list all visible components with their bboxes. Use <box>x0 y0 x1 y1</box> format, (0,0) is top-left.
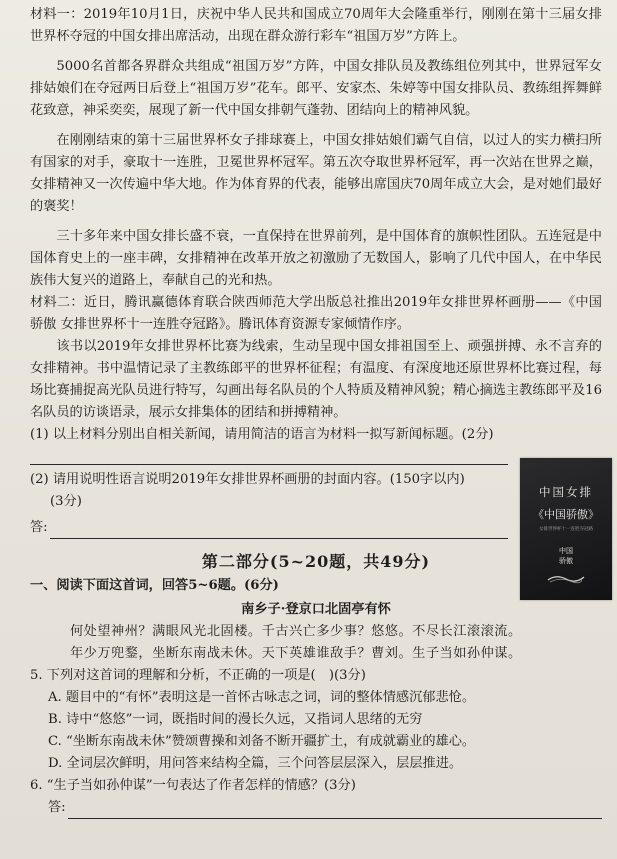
material2-para1: 材料二：近日，腾讯赢德体育联合陕西师范大学出版总社推出2019年女排世界杯画册——《中国骄傲 女排世界杯十一连胜夺冠路》。腾讯体育资源专家倾情作序。 <box>30 295 602 332</box>
cover-logo-text <box>520 546 612 566</box>
question-5-option-d[interactable]: D. 全词层次鲜明，用问答来结构全篇，三个问答层层深入，层层推进。 <box>48 756 463 771</box>
question-5-option-a[interactable]: A. 题目中的“有怀”表明这是一首怀古咏志之词，词的整体情感沉郁悲怆。 <box>48 690 476 705</box>
material1-para3: 在刚刚结束的第十三届世界杯女子排球赛上，中国女排姑娘们霸气自信，以过人的实力横扫所有国家的对手，豪取十一连胜，卫冕世界杯冠军。第五次夺取世界杯冠军，再一次站在世界之巅，女排精神又一次传遍中华大地。作为体育界的代表，能够出席国庆70周年成立大会，是对她们最好的褒奖！ <box>30 133 602 214</box>
answer-label: 答: <box>30 520 48 535</box>
material1-para1: 材料一：2019年10月1日，庆祝中华人民共和国成立70周年大会隆重举行，刚刚在第十三届女排世界杯夺冠的中国女排出席活动，出现在群众游行彩车“祖国万岁”方阵上。 <box>30 7 602 44</box>
material1-para2: 5000名首都各界群众共组成“祖国万岁”方阵，中国女排队员及教练组位列其中，世界冠军女排姑娘们在夺冠两日后登上“祖国万岁”花车。郎平、安家杰、朱婷等中国女排队员、教练组挥舞鲜花致意，神采奕奕，展现了新一代中国女排朝气蓬勃、团结向上的精神风貌。 <box>30 59 602 118</box>
album-cover-image <box>520 458 612 600</box>
poem-line-2: 年少万兜鍪，坐断东南战未休。天下英雄谁敌手？曹刘。生子当如孙仲谋。 <box>70 646 522 661</box>
cover-subtitle: 女排世界杯十一连胜夺冠路 <box>539 527 593 532</box>
cover-logo-line-1: 中国 <box>559 547 573 555</box>
material1-para4: 三十多年来中国女排长盛不衰，一直保持在世界前列，是中国体育的旗帜性团队。五连冠是中国体育史上的一座丰碑，女排精神在改革开放之初激励了无数国人，影响了几代中国人，在中华民族伟大复兴的道路上，奉献自己的光和热。 <box>30 229 602 288</box>
question-5: 5. 下列对这首词的理解和分析，不正确的一项是( )(3分) <box>30 668 366 683</box>
cover-logo-line-2: 骄傲 <box>559 557 573 565</box>
cover-emblem-icon <box>546 572 586 584</box>
part-two-title: 第二部分(5~20题，共49分) <box>201 552 431 571</box>
question-6-answer-row[interactable] <box>30 797 602 819</box>
cover-book-title: 《中国骄傲》 <box>533 508 599 521</box>
question-5-option-c[interactable]: C. “坐断东南战未休”赞颂曹操和刘备不断开疆扩土，有成就霸业的雄心。 <box>48 734 476 749</box>
question-2-answer-row[interactable] <box>30 517 508 539</box>
question-2-score: (3分) <box>50 494 82 509</box>
answer-line[interactable] <box>68 803 602 819</box>
exam-content <box>30 4 602 819</box>
poem-title: 南乡子·登京口北固亭有怀 <box>241 602 391 617</box>
answer-line[interactable] <box>50 523 508 539</box>
question-5-option-b[interactable]: B. 诗中“悠悠”一词，既指时间的漫长久远，又指词人思绪的无穷 <box>48 712 423 727</box>
poem-line-1: 何处望神州？满眼风光北固楼。千古兴亡多少事？悠悠。不尽长江滚滚流。 <box>70 624 522 639</box>
section-one-heading: 一、阅读下面这首词，回答5~6题。(6分) <box>30 578 279 593</box>
question-6: 6. “生子当如孙仲谋”一句表达了作者怎样的情感？(3分) <box>30 778 356 793</box>
question-1: (1) 以上材料分别出自相关新闻，请用简洁的语言为材料一拟写新闻标题。(2分) <box>30 427 494 442</box>
question-2: (2) 请用说明性语言说明2019年女排世界杯画册的封面内容。(150字以内) <box>30 472 465 487</box>
question-2-block <box>30 469 508 539</box>
material2-para2: 该书以2019年女排世界杯比赛为线索，生动呈现中国女排祖国至上、顽强拼搏、永不言弃的女排精神。书中温情记录了主教练郎平的世界杯征程；有温度、有深度地还原世界杯比赛过程，每场比赛捕捉高光队员进行特写，勾画出每名队员的个人特质及精神风貌；精心摘选主教练郎平及16名队员的访谈语录，展示女排集体的团结和拼搏精神。 <box>30 339 602 420</box>
question-1-answer-line[interactable] <box>30 446 508 465</box>
cover-title: 中国女排 <box>539 485 593 499</box>
answer-label: 答: <box>48 800 66 815</box>
